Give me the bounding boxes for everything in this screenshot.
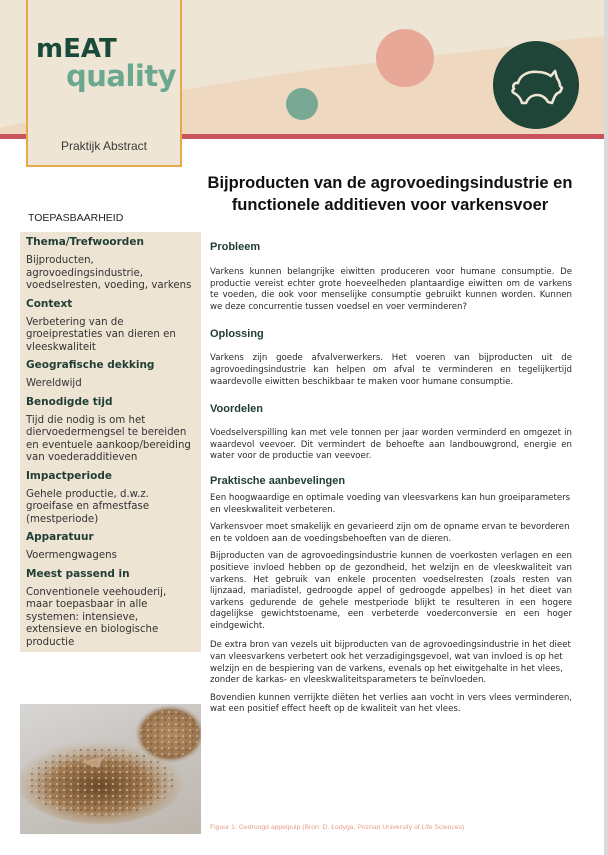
section-text-probleem: Varkens kunnen belangrijke eiwitten produceren voor humane consumptie. De productie vereist echter grote hoeveelheden plantaardige eiwitten om de varkens te voeden, die ook voor menselijke consumptie gebruikt kunnen worden. Kunnen we deze concurrentie tussen voedsel en voer verminderen? xyxy=(210,267,572,312)
document-title: Bijproducten van de agrovoedingsindustrie en functionele additieven voor varkensvoer xyxy=(207,174,573,214)
logo-text-quality: quality xyxy=(66,59,177,93)
main-content xyxy=(210,240,572,716)
pig-icon xyxy=(508,63,564,107)
sidebar-item-context xyxy=(26,298,195,355)
recommendation-paragraph: Een hoogwaardige en optimale voeding van vleesvarkens kan hun groeiparameters en vleeskwaliteit verbeteren. xyxy=(210,492,571,515)
logo-card xyxy=(26,0,182,167)
logo-text-meat: mEAT xyxy=(36,34,117,64)
applicability-sidebar xyxy=(20,232,201,652)
sidebar-item-benodigde-tijd xyxy=(26,396,195,465)
pig-badge xyxy=(493,41,579,129)
figure-photo-apple-pulp xyxy=(20,704,201,834)
sidebar-item-apparatuur xyxy=(26,531,195,563)
sidebar-item-label: Meest passend in xyxy=(26,567,130,580)
sidebar-item-label: Benodigde tijd xyxy=(26,395,113,408)
sidebar-item-label: Context xyxy=(26,297,73,310)
sidebar-item-meest-passend xyxy=(26,568,195,650)
section-text-voordelen: Voedselverspilling kan met vele tonnen per jaar worden verminderd en omgezet in waardevol veevoer. Dit vermindert de behoefte aan landbouwgrond, energie en water voor de productie van veevoer. xyxy=(210,428,572,462)
decorative-circle-salmon xyxy=(376,29,434,87)
recommendation-paragraph: De extra bron van vezels uit bijproducten van de agrovoedingsindustrie in het dieet van vleesvarkens verbetert ook het verzadigingsgevoel, wat van invloed is op het welzijn en de bespiering van de varkens, evenals op het eiwitgehalte in het vlees, zonder de karkas- en vleeskwaliteitsparameters te beïnvloeden. xyxy=(210,640,571,686)
recommendation-paragraph: Bijproducten van de agrovoedingsindustrie kunnen de voerkosten verlagen en een positieve invloed hebben op de gezondheid, het welzijn en de vleeskwaliteit van varkens. Het gebruik van enkele procenten voedselresten (zoals resten van lijnzaad, mariadistel, gedroogde appel of gedroogde appelbes) in het dieet van varkens gedurende de gehele mestperiode blijkt te resulteren in een hogere dagelijkse gewichtstoename, een verbeterde voederconversie en een hoger eindgewicht. xyxy=(210,551,572,631)
sidebar-item-value: Conventionele veehouderij, maar toepasbaar in alle systemen: intensieve, extensieve en biologische productie xyxy=(26,586,167,648)
page-edge-scrollbar xyxy=(604,0,608,855)
sidebar-item-value: Wereldwijd xyxy=(26,378,82,389)
sidebar-heading: TOEPASBAARHEID xyxy=(28,212,124,224)
sidebar-item-thema xyxy=(26,236,195,293)
section-text-oplossing: Varkens zijn goede afvalverwerkers. Het voeren van bijproducten uit de agrovoedingsindustrie kan helpen om afval te verminderen en tegelijkertijd waardevolle eiwitten beschikbaar te maken voor humane consumptie. xyxy=(210,353,572,387)
section-heading-oplossing: Oplossing xyxy=(210,328,264,341)
sidebar-item-label: Geografische dekking xyxy=(26,359,155,371)
sidebar-item-value: Verbetering van de groeiprestaties van dieren en vleeskwaliteit xyxy=(26,316,176,353)
recommendation-paragraph: Varkensvoer moet smakelijk en gevarieerd zijn om de opname ervan te bevorderen en te voldoen aan de voedingsbehoeften van de dieren. xyxy=(210,522,570,544)
sidebar-item-value: Bijproducten, agrovoedingsindustrie, voedselresten, voeding, varkens xyxy=(26,255,192,291)
recommendation-paragraph: Bovendien kunnen verrijkte diëten het verlies aan vocht in vers vlees verminderen, wat een positief effect heeft op de kwaliteit van het vlees. xyxy=(210,692,572,715)
sidebar-item-value: Tijd die nodig is om het diervoedermengsel te bereiden en eventuele aankoop/bereiding van voederadditieven xyxy=(26,414,191,463)
sidebar-item-geografische-dekking xyxy=(26,359,195,391)
sidebar-item-label: Impactperiode xyxy=(26,469,112,482)
figure-caption: Figuur 1: Gedroogd appelpulp (Bron: D. Łodyga, Poznan University of Life Sciences) xyxy=(210,824,465,831)
sidebar-item-label: Thema/Trefwoorden xyxy=(26,236,144,248)
sidebar-item-value: Gehele productie, d.w.z. groeifase en afmestfase (mestperiode) xyxy=(26,488,150,525)
section-heading-probleem: Probleem xyxy=(210,241,261,253)
sidebar-item-impactperiode xyxy=(26,470,195,527)
sidebar-item-value: Voermengwagens xyxy=(26,550,117,561)
section-heading-aanbevelingen: Praktische aanbevelingen xyxy=(210,474,346,487)
apple-pulp-image xyxy=(20,704,201,834)
section-heading-voordelen: Voordelen xyxy=(210,403,263,416)
sidebar-item-label: Apparatuur xyxy=(26,531,94,543)
logo-subtitle: Praktijk Abstract xyxy=(60,139,148,153)
decorative-circle-green xyxy=(286,88,318,120)
